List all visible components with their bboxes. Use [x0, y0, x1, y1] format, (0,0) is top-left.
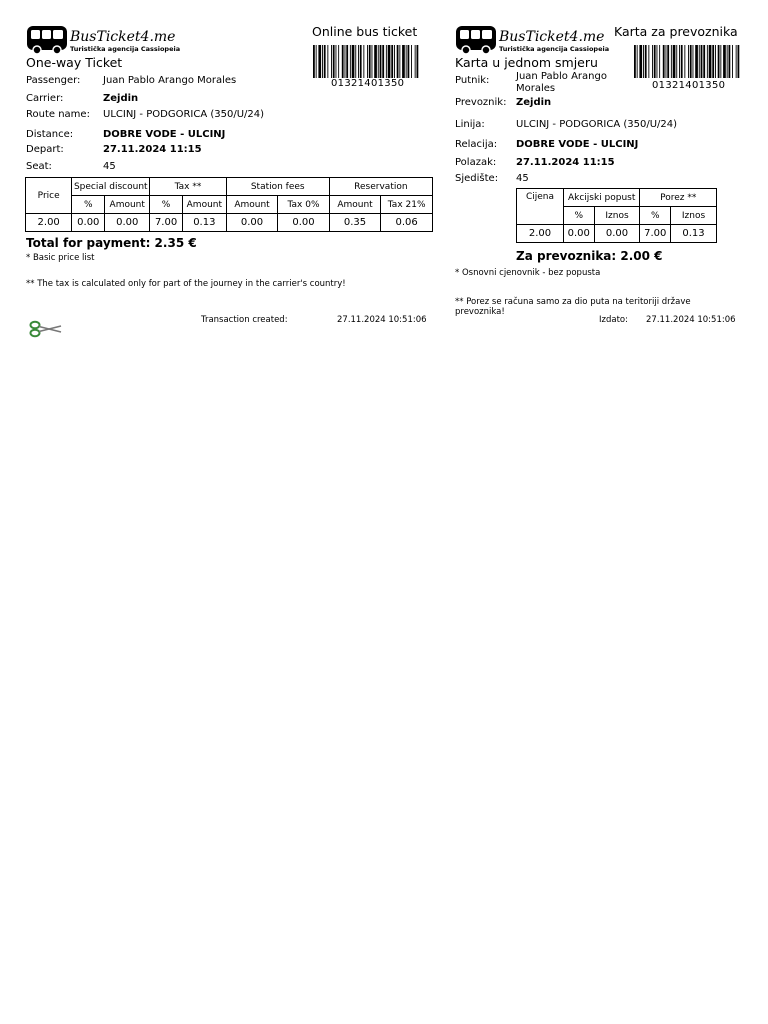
sub-popust-iznos: Iznos — [594, 207, 640, 225]
distance-value: DOBRE VODE - ULCINJ — [103, 129, 226, 140]
barcode-icon — [634, 45, 740, 78]
distance-label: Distance: — [26, 129, 74, 140]
relacija-label: Relacija: — [455, 139, 498, 150]
reservation-tax-value: 0.06 — [381, 214, 433, 232]
prevoznik-label: Prevoznik: — [455, 97, 507, 108]
sub-reservation-amount: Amount — [329, 196, 381, 214]
sub-tax-pct: % — [150, 196, 183, 214]
col-cijena: Cijena — [517, 189, 564, 225]
station-tax-value: 0.00 — [278, 214, 329, 232]
polazak-label: Polazak: — [455, 157, 497, 168]
col-station-fees: Station fees — [226, 178, 329, 196]
logo-text: BusTicket4.me — [70, 29, 176, 45]
sub-popust-pct: % — [563, 207, 594, 225]
putnik-label: Putnik: — [455, 75, 490, 86]
col-special-discount: Special discount — [72, 178, 150, 196]
cijena-value: 2.00 — [517, 225, 564, 243]
seat-label: Seat: — [26, 161, 52, 172]
total-carrier: Za prevoznika: 2.00 € — [516, 249, 663, 263]
ticket-header: Online bus ticket — [312, 24, 418, 39]
linija-label: Linija: — [455, 119, 485, 130]
passenger-value: Juan Pablo Arango Morales — [103, 75, 237, 86]
note-basic-price: * Basic price list — [26, 253, 95, 263]
note-osnovni-cjenovnik: * Osnovni cjenovnik - bez popusta — [455, 268, 601, 278]
popust-iznos-value: 0.00 — [594, 225, 640, 243]
passenger-label: Passenger: — [26, 75, 81, 86]
fare-table — [25, 177, 433, 232]
barcode-number: 01321401350 — [331, 78, 405, 89]
issued-label: Izdato: — [599, 315, 628, 325]
sub-discount-amount: Amount — [105, 196, 150, 214]
col-tax: Tax ** — [150, 178, 227, 196]
bus-icon — [455, 25, 499, 55]
sub-station-tax: Tax 0% — [278, 196, 329, 214]
note-porez-line2: prevoznika! — [455, 307, 505, 317]
putnik-value: Juan Pablo Arango Morales — [516, 71, 607, 94]
logo-text: BusTicket4.me — [499, 29, 605, 45]
relacija-value: DOBRE VODE - ULCINJ — [516, 139, 639, 150]
barcode-icon — [313, 45, 419, 78]
discount-pct-value: 0.00 — [72, 214, 105, 232]
depart-label: Depart: — [26, 144, 64, 155]
porez-iznos-value: 0.13 — [671, 225, 717, 243]
route-label: Route name: — [26, 109, 90, 120]
sub-reservation-tax: Tax 21% — [381, 196, 433, 214]
reservation-amount-value: 0.35 — [329, 214, 381, 232]
transaction-date: 27.11.2024 10:51:06 — [337, 315, 427, 325]
bus-icon — [26, 25, 70, 55]
col-akcijski-popust: Akcijski popust — [563, 189, 640, 207]
note-porez-line1: ** Porez se računa samo za dio puta na teritoriji države — [455, 297, 691, 307]
ticket-header: Karta za prevoznika — [614, 24, 738, 39]
issued-date: 27.11.2024 10:51:06 — [646, 315, 736, 325]
logo-subtitle: Turistička agencija Cassiopeia — [70, 45, 181, 53]
price-value: 2.00 — [26, 214, 72, 232]
sub-porez-pct: % — [640, 207, 671, 225]
sjediste-label: Sjedište: — [455, 173, 499, 184]
carrier-label: Carrier: — [26, 93, 64, 104]
logo-subtitle: Turistička agencija Cassiopeia — [499, 45, 610, 53]
popust-pct-value: 0.00 — [563, 225, 594, 243]
col-porez: Porez ** — [640, 189, 717, 207]
route-value: ULCINJ - PODGORICA (350/U/24) — [103, 109, 265, 120]
depart-value: 27.11.2024 11:15 — [103, 144, 202, 155]
tax-pct-value: 7.00 — [150, 214, 183, 232]
fare-table — [516, 188, 717, 243]
carrier-value: Zejdin — [103, 93, 139, 104]
col-price: Price — [26, 178, 72, 214]
seat-value: 45 — [103, 161, 116, 172]
tax-amount-value: 0.13 — [182, 214, 226, 232]
prevoznik-value: Zejdin — [516, 97, 552, 108]
total-payment: Total for payment: 2.35 € — [26, 236, 197, 250]
sub-discount-pct: % — [72, 196, 105, 214]
barcode-number: 01321401350 — [652, 80, 726, 91]
sjediste-value: 45 — [516, 173, 529, 184]
linija-value: ULCINJ - PODGORICA (350/U/24) — [516, 119, 678, 130]
logo — [455, 25, 610, 55]
sub-porez-iznos: Iznos — [671, 207, 717, 225]
note-tax: ** The tax is calculated only for part of the journey in the carrier's country! — [26, 279, 346, 289]
ticket-type: Karta u jednom smjeru — [455, 55, 598, 70]
sub-tax-amount: Amount — [182, 196, 226, 214]
station-amount-value: 0.00 — [226, 214, 278, 232]
discount-amount-value: 0.00 — [105, 214, 150, 232]
transaction-label: Transaction created: — [201, 315, 288, 325]
logo — [26, 25, 181, 55]
scissors-icon — [29, 320, 63, 338]
col-reservation: Reservation — [329, 178, 432, 196]
porez-pct-value: 7.00 — [640, 225, 671, 243]
ticket-type: One-way Ticket — [26, 55, 123, 70]
polazak-value: 27.11.2024 11:15 — [516, 157, 615, 168]
sub-station-amount: Amount — [226, 196, 278, 214]
